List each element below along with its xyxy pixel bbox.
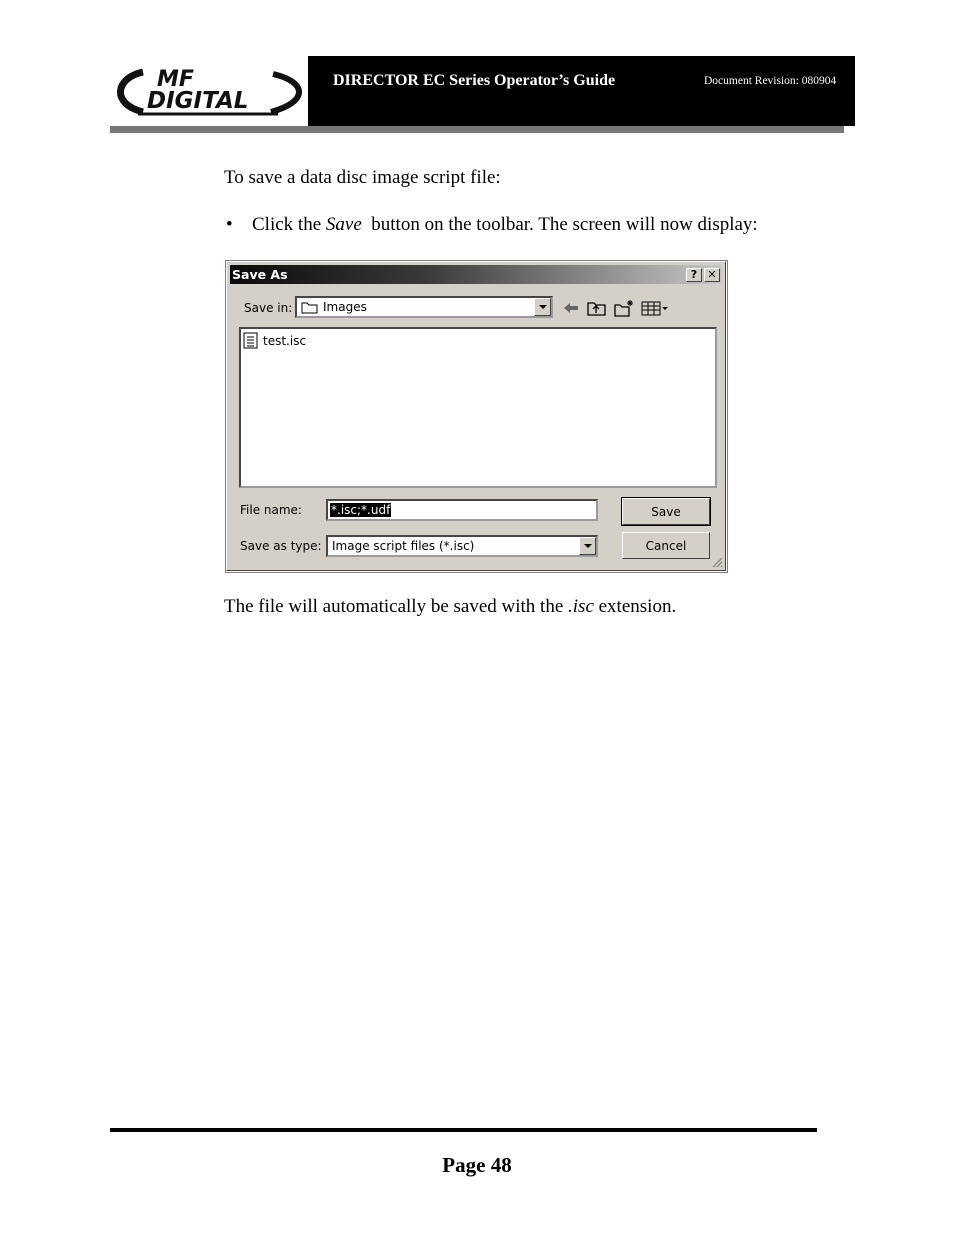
outro-em-extension: .isc [568, 596, 594, 617]
file-name-text: test.isc [263, 334, 307, 348]
file-name-label: File name: [240, 503, 302, 517]
logo-text-mf: MF [157, 67, 194, 92]
bullet-pre: Click the [252, 214, 326, 235]
save-button[interactable]: Save [622, 498, 710, 525]
dialog-title: Save As [232, 267, 288, 282]
outro-pre: The file will automatically be saved with the [224, 596, 569, 617]
save-as-dialog [226, 261, 726, 571]
file-list[interactable] [239, 327, 717, 488]
view-menu-icon[interactable] [640, 298, 670, 318]
chevron-down-icon[interactable] [534, 298, 551, 316]
save-in-label: Save in: [244, 301, 293, 315]
help-button[interactable]: ? [686, 268, 702, 282]
mf-digital-logo [103, 56, 308, 126]
logo-text-digital: DIGITAL [147, 88, 249, 114]
outro-text [224, 596, 676, 618]
save-in-dropdown[interactable] [295, 296, 553, 318]
up-folder-icon[interactable] [586, 298, 608, 318]
guide-title: DIRECTOR EC Series Operator’s Guide [333, 72, 616, 89]
bullet-em-save: Save [325, 214, 362, 235]
footer-rule [110, 1128, 817, 1132]
back-arrow-icon[interactable] [560, 298, 582, 318]
save-type-value: Image script files (*.isc) [332, 539, 475, 553]
save-in-value: Images [323, 300, 367, 314]
cancel-button[interactable]: Cancel [622, 532, 710, 559]
new-folder-icon[interactable] [613, 298, 635, 318]
page-number: Page 48 [442, 1153, 512, 1177]
outro-post: extension. [593, 596, 677, 617]
save-type-dropdown[interactable] [326, 535, 598, 557]
resize-grip-icon[interactable] [711, 556, 723, 568]
dialog-titlebar[interactable] [230, 265, 722, 284]
file-name-value: *.isc;*.udf [331, 503, 391, 517]
script-file-icon [243, 331, 259, 349]
folder-icon [301, 300, 319, 314]
close-button[interactable]: ✕ [704, 268, 720, 282]
file-name-input[interactable] [326, 499, 598, 521]
chevron-down-icon[interactable] [579, 537, 596, 555]
intro-text: To save a data disc image script file: [224, 167, 501, 188]
bullet-post: button on the toolbar. The screen will now display: [361, 214, 758, 235]
bullet-text [252, 214, 758, 236]
bullet-icon: • [226, 214, 233, 235]
document-revision: Document Revision: 080904 [704, 75, 837, 87]
save-type-label: Save as type: [240, 539, 322, 553]
